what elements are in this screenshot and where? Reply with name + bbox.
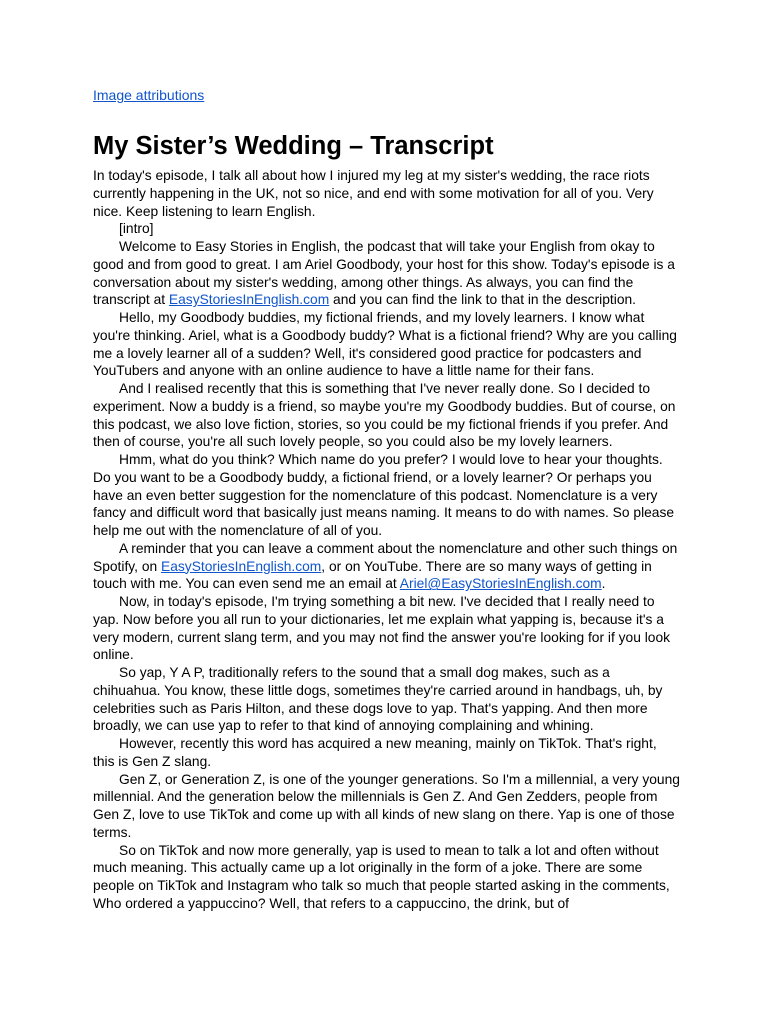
transcript-paragraph	[93, 451, 681, 540]
transcript-text: [intro]	[119, 221, 154, 237]
transcript-paragraph	[93, 238, 681, 309]
transcript-paragraph	[93, 540, 681, 593]
transcript-paragraph	[93, 380, 681, 451]
transcript-link[interactable]: Ariel@EasyStoriesInEnglish.com	[399, 576, 602, 592]
transcript-text: Hmm, what do you think? Which name do you prefer? I would love to hear your thoughts. Do you want to be a Goodbody buddy, a fictional friend, or a lovely learner? Or perhaps you have an even better suggestion for the nomenclature of this podcast. Nomenclature is a very fancy and difficult word that basically just means naming. It means to do with names. So please help me out with the nomenclature of all of you.	[93, 452, 675, 538]
transcript-text: Gen Z, or Generation Z, is one of the younger generations. So I'm a millennial, a very young millennial. And the generation below the millennials is Gen Z. And Gen Zedders, people from Gen Z, love to use TikTok and come up with all kinds of new slang on there. Yap is one of those terms.	[93, 771, 680, 840]
transcript-paragraph	[93, 842, 681, 913]
transcript-paragraph	[93, 664, 681, 735]
transcript-text: And I realised recently that this is something that I've never really done. So I decided to experiment. Now a buddy is a friend, so maybe you're my Goodbody buddies. But of course, on this podcast, we also love fiction, stories, so you could be my fictional friends if you prefer. And then of course, you're all such lovely people, so you could also be my lovely learners.	[93, 381, 676, 450]
transcript-text: However, recently this word has acquired a new meaning, mainly on TikTok. That's right, this is Gen Z slang.	[93, 736, 657, 769]
attribution-paragraph	[93, 86, 681, 104]
transcript-paragraph	[93, 593, 681, 664]
transcript-link[interactable]: EasyStoriesInEnglish.com	[168, 292, 330, 308]
transcript-text: .	[601, 576, 606, 592]
transcript-text: So yap, Y A P, traditionally refers to the sound that a small dog makes, such as a chihuahua. You know, these little dogs, sometimes they're carried around in handbags, uh, by celebrities such as Paris Hilton, and these dogs love to yap. That's yapping. And then more broadly, we can use yap to refer to that kind of annoying complaining and whining.	[93, 665, 663, 734]
transcript-text: In today's episode, I talk all about how I injured my leg at my sister's wedding, the race riots currently happening in the UK, not so nice, and end with some motivation for all of you. Very nice. Keep listening to learn English.	[93, 168, 654, 219]
transcript-text: Welcome to Easy Stories in English, the podcast that will take your English from okay to good and from good to great. I am Ariel Goodbody, your host for this show. Today's episode is a conversation about my sister's wedding, among other things. As always, you can find the transcript at	[93, 239, 675, 308]
transcript-paragraph	[93, 167, 681, 220]
transcript-text: So on TikTok and now more generally, yap is used to mean to talk a lot and often without much meaning. This actually came up a lot originally in the form of a joke. There are some people on TikTok and Instagram who talk so much that people started asking in the comments, Who ordered a yappuccino? Well, that refers to a cappuccino, the drink, but of	[93, 842, 670, 911]
page-title: My Sister’s Wedding – Transcript	[93, 132, 494, 160]
document-page	[93, 86, 681, 913]
transcript-body	[93, 167, 681, 913]
transcript-text: Now, in today's episode, I'm trying something a bit new. I've decided that I really need to yap. Now before you all run to your dictionaries, let me explain what yapping is, because it's a very modern, current slang term, and you may not find the answer you're looking for if you look online.	[93, 594, 671, 663]
transcript-paragraph	[93, 309, 681, 380]
image-attributions-link[interactable]: Image attributions	[93, 87, 205, 103]
transcript-paragraph	[93, 735, 681, 771]
transcript-text: , or on YouTube. There are so many ways of getting in touch with me. You can even send me an email at	[93, 558, 652, 592]
transcript-text: Hello, my Goodbody buddies, my fictional friends, and my lovely learners. I know what you're thinking. Ariel, what is a Goodbody buddy? What is a fictional friend? Why are you calling me a lovely learner all of a sudden? Well, it's considered good practice for podcasters and YouTubers and anyone with an online audience to have a little name for their fans.	[93, 310, 677, 379]
transcript-text: A reminder that you can leave a comment about the nomenclature and other such things on Spotify, on	[93, 540, 678, 574]
transcript-paragraph	[93, 220, 681, 238]
transcript-text: and you can find the link to that in the description.	[329, 292, 636, 308]
transcript-link[interactable]: EasyStoriesInEnglish.com	[161, 558, 322, 574]
transcript-paragraph	[93, 771, 681, 842]
